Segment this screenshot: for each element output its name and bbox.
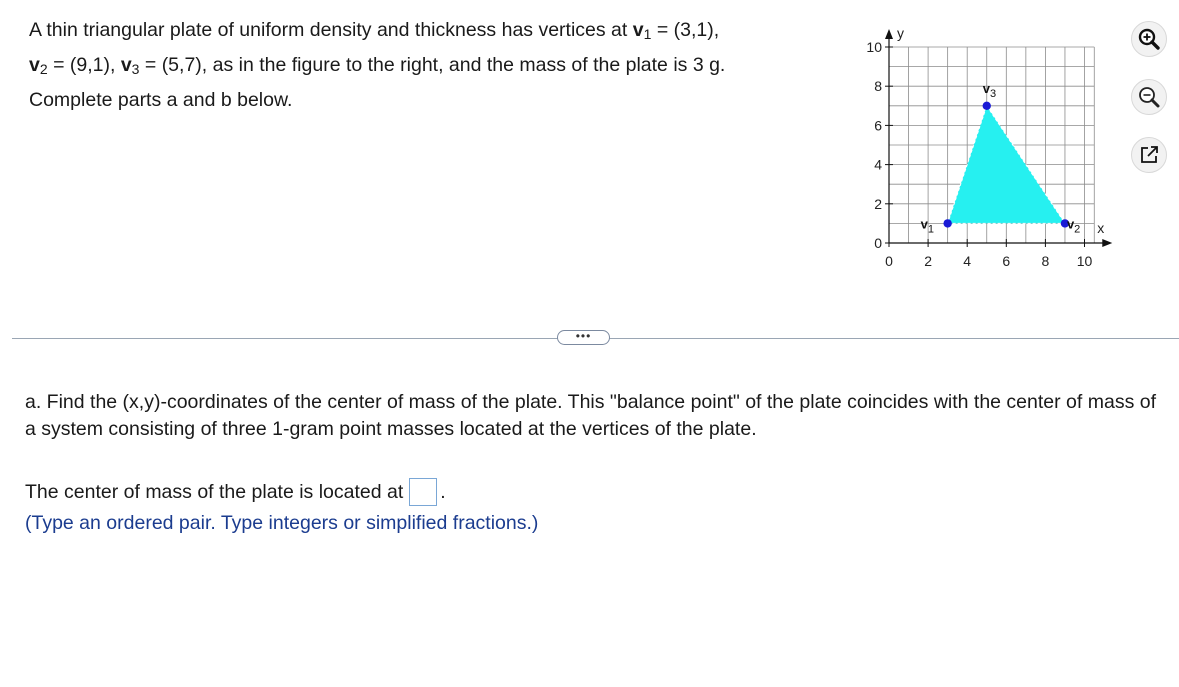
v2-value: = (9,1), <box>47 54 121 76</box>
v2-subscript: 2 <box>39 61 48 77</box>
expand-more-button[interactable]: ••• <box>557 330 610 345</box>
x-tick-label: 2 <box>924 253 932 269</box>
y-tick-label: 10 <box>866 39 882 55</box>
answer-prefix: The center of mass of the plate is located at <box>25 480 404 503</box>
v2-label: v <box>29 54 40 76</box>
vertex-label-2: $v_2$ <box>1066 216 1081 236</box>
v3-label: v <box>120 54 132 76</box>
zoom-in-button[interactable] <box>1131 21 1167 57</box>
y-tick-label: 8 <box>874 78 882 95</box>
v3-subscript: 3 <box>131 61 140 77</box>
problem-instruction: Complete parts a and b below. <box>29 89 293 111</box>
y-tick-label: 4 <box>874 156 882 173</box>
x-tick-label: 4 <box>963 253 972 269</box>
answer-line <box>25 478 446 506</box>
x-tick-label: 6 <box>1002 253 1011 269</box>
vertex-point-3 <box>983 102 991 110</box>
v3-value: = (5,7), as in the figure to the right, and the mass of the plate is 3 g. <box>139 54 726 76</box>
y-axis-arrow <box>885 29 893 39</box>
zoom-out-icon <box>1137 85 1161 109</box>
v1-subscript: 1 <box>643 26 652 42</box>
zoom-out-button[interactable] <box>1131 79 1167 115</box>
y-tick-label: 6 <box>874 117 882 134</box>
problem-intro: A thin triangular plate of uniform density and thickness has vertices at <box>29 19 633 41</box>
problem-statement <box>29 13 849 118</box>
x-tick-label: 0 <box>885 253 893 269</box>
v1-value: = (3,1), <box>651 19 720 41</box>
y-axis-label: y <box>897 25 904 41</box>
vertex-label-1: $v_1$ <box>920 216 935 236</box>
vertex-label-3: $v_3$ <box>982 80 997 100</box>
external-link-icon <box>1138 144 1160 166</box>
x-axis-arrow <box>1102 239 1112 247</box>
answer-suffix: . <box>440 480 446 503</box>
x-tick-label: 8 <box>1041 253 1050 269</box>
vertex-point-1 <box>943 219 951 227</box>
popout-button[interactable] <box>1131 137 1167 173</box>
part-a-question: a. Find the (x,y)-coordinates of the center of mass of the plate. This "balance point" of the plate coincides with the center of mass of a system consisting of three 1-gram point masses located at the vertices of the plate. <box>25 391 1156 440</box>
x-tick-label: 10 <box>1076 253 1093 269</box>
x-axis-label: x <box>1097 220 1105 236</box>
triangle-graph <box>856 18 1126 278</box>
answer-input[interactable] <box>409 478 437 506</box>
zoom-in-icon <box>1137 27 1161 51</box>
answer-hint: (Type an ordered pair. Type integers or simplified fractions.) <box>25 512 539 534</box>
v1-label: v <box>632 19 644 41</box>
y-tick-label: 0 <box>874 235 882 251</box>
y-tick-label: 2 <box>874 195 882 212</box>
